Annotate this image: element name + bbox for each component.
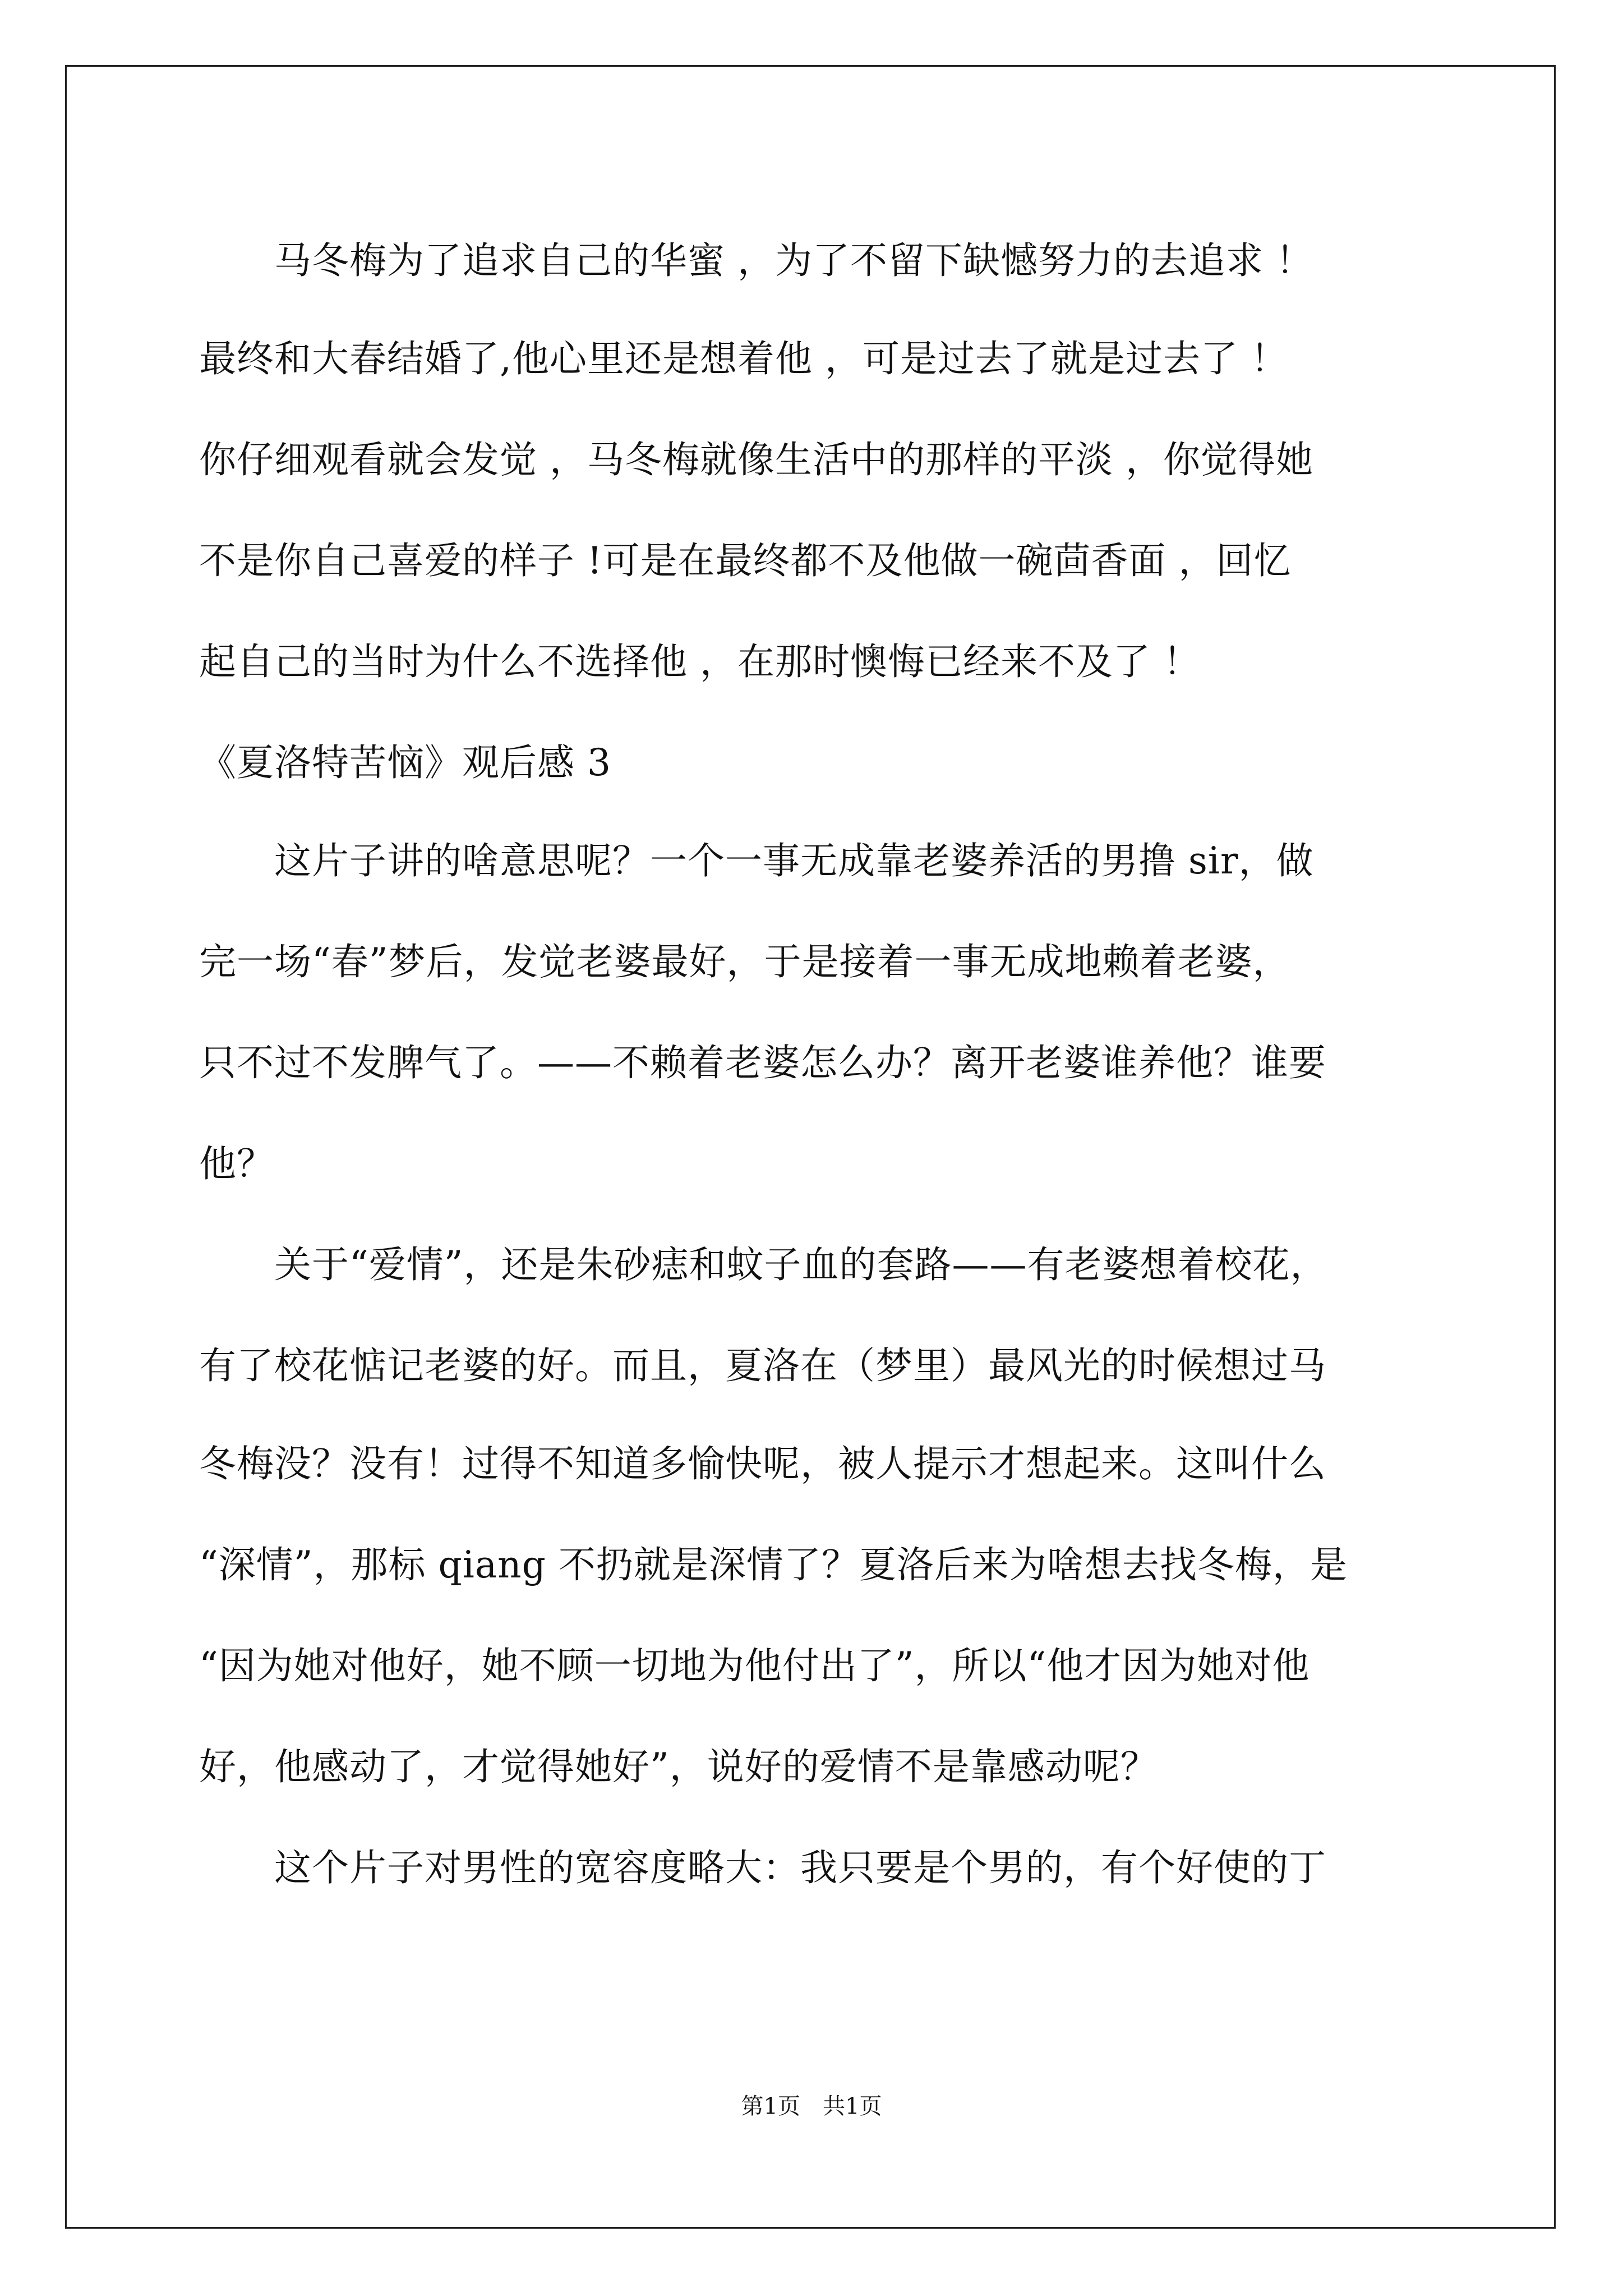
text-line-3: 你仔细观看就会发觉 ，马冬梅就像生活中的那样的平淡 ，你觉得她 <box>199 438 1313 481</box>
text-line-16: 好，他感动了，才觉得她好”，说好的爱情不是靠感动呢？ <box>199 1745 1158 1788</box>
text-line-8: 完一场“春”梦后，发觉老婆最好，于是接着一事无成地赖着老婆， <box>199 940 1290 983</box>
text-line-2: 最终和大春结婚了,他心里还是想着他 ，可是过去了就是过去了 ！ <box>199 337 1288 380</box>
text-line-4: 不是你自己喜爱的样子 !可是在最终都不及他做一碗茴香面 ，回忆 <box>199 539 1292 582</box>
text-line-17: 这个片子对男性的宽容度略大：我只要是个男的，有个好使的丁 <box>199 1846 1326 1889</box>
page-number-footer: 第1页 共1页 <box>741 2093 882 2119</box>
text-line-12: 有了校花惦记老婆的好。而且，夏洛在（梦里）最风光的时候想过马 <box>199 1344 1326 1387</box>
text-line-13: 冬梅没？没有！过得不知道多愉快呢，被人提示才想起来。这叫什么 <box>199 1442 1326 1485</box>
text-line-14: “深情”，那标 qiang 不扔就是深情了？夏洛后来为啥想去找冬梅，是 <box>199 1543 1348 1586</box>
section-heading: 《夏洛特苦恼》观后感 3 <box>199 741 611 784</box>
text-line-7: 这片子讲的啥意思呢？一个一事无成靠老婆养活的男撸 sir，做 <box>199 839 1314 882</box>
text-line-10: 他？ <box>199 1142 274 1185</box>
text-line-5: 起自己的当时为什么不选择他 ，在那时懊悔已经来不及了 ！ <box>199 640 1201 683</box>
text-line-15: “因为她对他好，她不顾一切地为他付出了”，所以“他才因为她对他 <box>199 1644 1310 1687</box>
text-line-9: 只不过不发脾气了。——不赖着老婆怎么办？离开老婆谁养他？谁要 <box>199 1041 1326 1084</box>
text-line-1: 马冬梅为了追求自己的华蜜 ，为了不留下缺憾努力的去追求 ！ <box>199 239 1313 282</box>
text-line-11: 关于“爱情”，还是朱砂痣和蚊子血的套路——有老婆想着校花， <box>199 1243 1328 1286</box>
